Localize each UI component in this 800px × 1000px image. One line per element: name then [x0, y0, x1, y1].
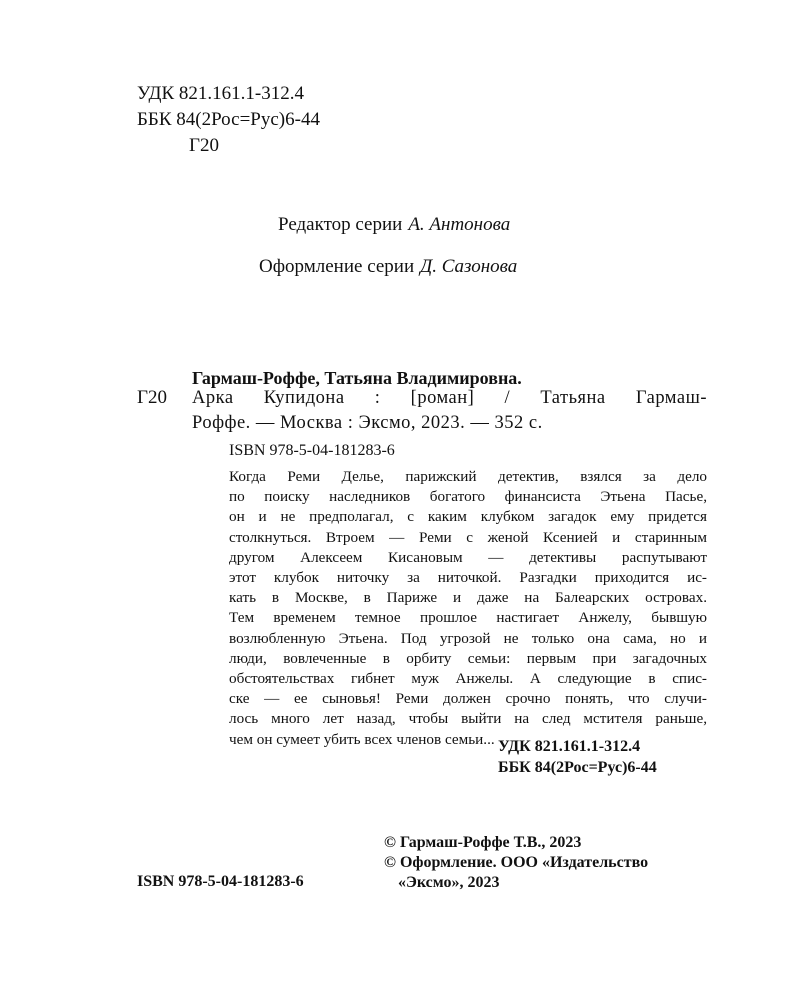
- bbk-code: ББК 84(2Рос=Рус)6-44: [137, 109, 320, 130]
- series-editor-role: Редактор серии: [278, 214, 403, 235]
- catalog-isbn: ISBN 978-5-04-181283-6: [229, 442, 395, 459]
- annotation-line: столкнуться. Втроем — Реми с женой Ксенией и старинным: [229, 528, 707, 546]
- annotation-line: ске — ее сыновья! Реми должен срочно понять, что случи-: [229, 690, 707, 708]
- annotation-line: возлюбленную Этьена. Под угрозой не только она сама, но и: [229, 629, 707, 647]
- annotation-line: этот клубок ниточку за ниточкой. Разгадки приходится ис-: [229, 569, 707, 587]
- annotation: [229, 467, 707, 750]
- annotation-line: Когда Реми Делье, парижский детектив, взялся за дело: [229, 468, 707, 485]
- series-design-name: Д. Сазонова: [420, 256, 518, 277]
- copyright-block: [384, 833, 648, 893]
- series-editor-name: А. Антонова: [408, 214, 511, 235]
- series-design-role: Оформление серии: [259, 256, 415, 277]
- copyright-design-cont: «Эксмо», 2023: [398, 874, 500, 891]
- author-mark: Г20: [189, 135, 219, 156]
- catalog-udk: УДК 821.161.1-312.4: [498, 738, 641, 755]
- catalog-bbk: ББК 84(2Рос=Рус)6-44: [498, 759, 657, 776]
- classification-block: [137, 81, 320, 159]
- copyright-author: © Гармаш-Роффе Т.В., 2023: [384, 834, 582, 851]
- udk-code: УДК 821.161.1-312.4: [137, 83, 304, 104]
- annotation-line: чем он сумеет убить всех членов семьи...: [229, 730, 495, 748]
- catalog-author-mark: Г20: [137, 387, 167, 408]
- annotation-line: лось много лет назад, чтобы выйти на след мстителя раньше,: [229, 710, 707, 728]
- catalog-classification: [498, 736, 657, 778]
- annotation-line: Тем временем темное прошлое настигает Анжелу, бывшую: [229, 609, 707, 627]
- annotation-line: по поиску наследников богатого финансиста Этьена Пасье,: [229, 488, 707, 506]
- annotation-line: он и не предполагал, с каким клубком загадок ему придется: [229, 508, 707, 526]
- annotation-line: кать в Москве, в Париже и даже на Балеарских островах.: [229, 589, 707, 607]
- annotation-line: другом Алексеем Кисановым — детективы распутывают: [229, 548, 707, 566]
- catalog-author-heading: Гармаш-Роффе, Татьяна Владимировна.: [192, 368, 522, 388]
- biblio-line: Роффе. — Москва : Эксмо, 2023. — 352 с.: [192, 413, 543, 433]
- biblio-line: Арка Купидона : [роман] / Татьяна Гармаш-: [192, 388, 707, 408]
- annotation-line: обстоятельствах гибнет муж Анжелы. А следующие в спис-: [229, 670, 707, 688]
- series-design-credit: [259, 256, 517, 278]
- copyright-design: © Оформление. ООО «Издательство: [384, 854, 649, 871]
- series-editor-credit: [278, 214, 510, 236]
- footer-isbn: ISBN 978-5-04-181283-6: [137, 873, 304, 890]
- annotation-line: люди, вовлеченные в орбиту семьи: первым при загадочных: [229, 649, 707, 667]
- bibliographic-description: [192, 386, 707, 436]
